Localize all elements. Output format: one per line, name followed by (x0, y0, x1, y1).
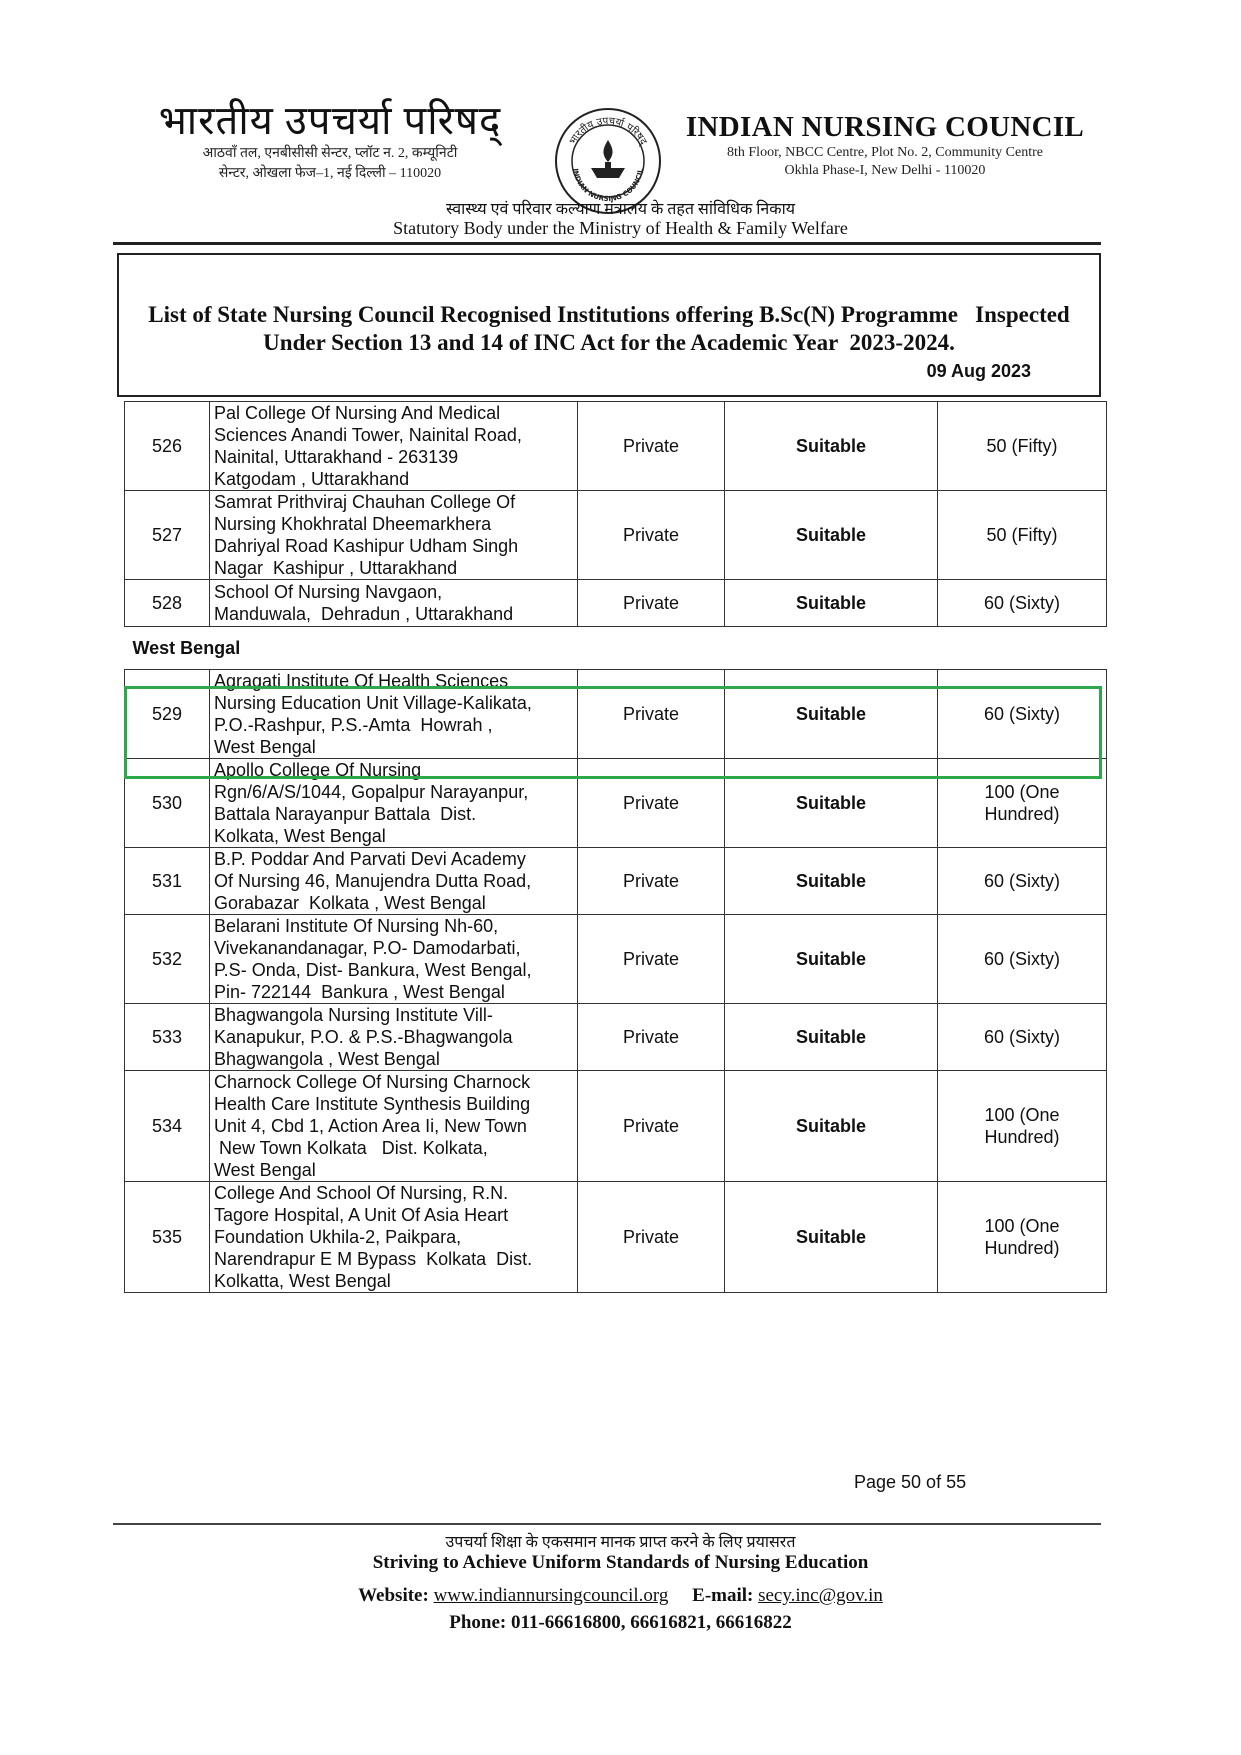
inspection-status-cell: Suitable (725, 915, 938, 1004)
institution-name-cell (210, 670, 578, 759)
table-row (125, 580, 1107, 627)
institution-name-line: Unit 4, Cbd 1, Action Area Ii, New Town (214, 1116, 527, 1136)
seats-cell (938, 759, 1107, 848)
seats-line: 60 (Sixty) (983, 593, 1061, 613)
seats-cell (938, 848, 1107, 915)
institution-name-line: Kolkatta, West Bengal (214, 1271, 391, 1291)
institution-name-line: West Bengal (214, 737, 316, 757)
institution-name-cell (210, 1004, 578, 1071)
institution-name-line: Samrat Prithviraj Chauhan College Of (214, 492, 516, 512)
email-label: E-mail: (692, 1585, 754, 1606)
management-type-cell: Private (578, 848, 725, 915)
document-title-line2: Under Section 13 and 14 of INC Act for the Academic Year 2023-2024. (263, 330, 955, 355)
inspection-status-cell: Suitable (725, 1182, 938, 1293)
document-date: 09 Aug 2023 (926, 361, 1031, 381)
institution-name-cell (210, 759, 578, 848)
institution-name-line: Pal College Of Nursing And Medical (214, 403, 501, 423)
hindi-tagline: स्वास्थ्य एवं परिवार कल्याण मंत्रालय के तहत सांविधिक निकाय (445, 201, 796, 218)
state-heading-group (125, 627, 1107, 670)
serial-number-cell: 534 (125, 1071, 210, 1182)
institution-name-line: New Town Kolkata Dist. Kolkata, (214, 1138, 488, 1158)
footer-hindi-motto: उपचर्या शिक्षा के एकसमान मानक प्राप्त करने के लिए प्रयासरत (445, 1534, 796, 1551)
inspection-status-cell: Suitable (725, 1071, 938, 1182)
institution-name-line: Sciences Anandi Tower, Nainital Road, (214, 425, 522, 445)
serial-number-cell: 528 (125, 580, 210, 627)
inspection-status-cell: Suitable (725, 402, 938, 491)
document-title-box (117, 253, 1101, 397)
serial-number-cell: 529 (125, 670, 210, 759)
institution-name-line: Pin- 722144 Bankura , West Bengal (214, 982, 505, 1002)
institution-name-line: Manduwala, Dehradun , Uttarakhand (214, 604, 514, 624)
institution-name-line: Agragati Institute Of Health Sciences (214, 671, 509, 691)
serial-number-cell: 531 (125, 848, 210, 915)
inspection-status-cell: Suitable (725, 491, 938, 580)
table-row (125, 759, 1107, 848)
state-heading-row (125, 627, 1107, 670)
seats-line: 100 (One (984, 782, 1060, 802)
seats-cell (938, 915, 1107, 1004)
institution-name-line: Vivekanandanagar, P.O- Damodarbati, (214, 938, 521, 958)
institution-name-cell (210, 915, 578, 1004)
seats-line: 100 (One (984, 1105, 1060, 1125)
seats-line: 60 (Sixty) (983, 704, 1061, 724)
institution-name-line: School Of Nursing Navgaon, (214, 582, 443, 602)
header-divider (113, 242, 1101, 245)
institution-name-cell (210, 1182, 578, 1293)
english-address-line1: 8th Floor, NBCC Centre, Plot No. 2, Community Centre (727, 145, 1043, 160)
footer-divider (113, 1523, 1101, 1525)
institution-name-line: P.O.-Rashpur, P.S.-Amta Howrah , (214, 715, 493, 735)
seats-line: Hundred) (984, 804, 1060, 824)
english-org-name: INDIAN NURSING COUNCIL (685, 111, 1085, 143)
serial-number-cell: 527 (125, 491, 210, 580)
hindi-address-line2: सेन्टर, ओखला फेज–1, नई दिल्ली – 110020 (218, 166, 442, 181)
document-title (119, 301, 1099, 357)
institution-name-line: Nagar Kashipur , Uttarakhand (214, 558, 458, 578)
institution-name-line: Kolkata, West Bengal (214, 826, 386, 846)
seats-cell (938, 491, 1107, 580)
state-heading-spacer (578, 627, 1107, 670)
seats-line: 50 (Fifty) (986, 436, 1058, 456)
institution-name-cell (210, 580, 578, 627)
institution-name-line: Charnock College Of Nursing Charnock (214, 1072, 531, 1092)
english-letterhead (670, 110, 1100, 180)
management-type-cell: Private (578, 1004, 725, 1071)
seats-line: 60 (Sixty) (983, 871, 1061, 891)
management-type-cell: Private (578, 580, 725, 627)
institution-name-cell (210, 491, 578, 580)
table-group-uttarakhand (125, 402, 1107, 627)
institution-name-line: Nursing Education Unit Village-Kalikata, (214, 693, 532, 713)
management-type-cell: Private (578, 915, 725, 1004)
institution-name-line: Health Care Institute Synthesis Building (214, 1094, 531, 1114)
institution-name-cell (210, 1071, 578, 1182)
serial-number-cell: 532 (125, 915, 210, 1004)
seats-line: Hundred) (984, 1238, 1060, 1258)
seats-line: 60 (Sixty) (983, 949, 1061, 969)
institution-name-line: Battala Narayanpur Battala Dist. (214, 804, 477, 824)
management-type-cell: Private (578, 1071, 725, 1182)
page-number: Page 50 of 55 (854, 1472, 967, 1492)
footer-english-motto: Striving to Achieve Uniform Standards of Nursing Education (372, 1552, 869, 1573)
institution-name-line: Dahriyal Road Kashipur Udham Singh (214, 536, 519, 556)
footer-phone: Phone: 011-66616800, 66616821, 66616822 (449, 1612, 792, 1633)
seats-cell (938, 670, 1107, 759)
footer-contact (0, 1585, 1241, 1607)
institutions-table (124, 401, 1107, 1293)
serial-number-cell: 535 (125, 1182, 210, 1293)
institution-name-line: Nursing Khokhratal Dheemarkhera (214, 514, 492, 534)
table-row (125, 1182, 1107, 1293)
institution-name-line: Nainital, Uttarakhand - 263139 (214, 447, 459, 467)
hindi-address-line1: आठवाँ तल, एनबीसीसी सेन्टर, प्लॉट न. 2, कम्यूनिटी (202, 146, 458, 161)
inspection-status-cell: Suitable (725, 580, 938, 627)
institution-name-line: Rgn/6/A/S/1044, Gopalpur Narayanpur, (214, 782, 529, 802)
inspection-status-cell: Suitable (725, 759, 938, 848)
table-group-west-bengal (125, 670, 1107, 1293)
management-type-cell: Private (578, 491, 725, 580)
table-row (125, 915, 1107, 1004)
seats-line: 100 (One (984, 1216, 1060, 1236)
seats-cell (938, 1004, 1107, 1071)
table-row (125, 1071, 1107, 1182)
website-label: Website: (358, 1585, 429, 1606)
seats-cell (938, 580, 1107, 627)
institution-name-line: Katgodam , Uttarakhand (214, 469, 410, 489)
serial-number-cell: 533 (125, 1004, 210, 1071)
hindi-org-name: भारतीय उपचर्या परिषद् (158, 98, 502, 143)
inspection-status-cell: Suitable (725, 670, 938, 759)
table-row (125, 848, 1107, 915)
institution-name-line: Tagore Hospital, A Unit Of Asia Heart (214, 1205, 509, 1225)
institution-name-line: Of Nursing 46, Manujendra Dutta Road, (214, 871, 532, 891)
seats-cell (938, 1071, 1107, 1182)
table-row (125, 491, 1107, 580)
website-link[interactable]: www.indiannursingcouncil.org (433, 1585, 669, 1606)
institution-name-cell (210, 848, 578, 915)
document-title-line1: List of State Nursing Council Recognised Institutions offering B.Sc(N) Programme Inspected (148, 302, 1070, 327)
institution-name-line: Bhagwangola , West Bengal (214, 1049, 440, 1069)
inspection-status-cell: Suitable (725, 848, 938, 915)
institution-name-line: Bhagwangola Nursing Institute Vill- (214, 1005, 493, 1025)
logo-text-bottom: INDIAN NURSING COUNCIL (571, 167, 645, 204)
english-tagline: Statutory Body under the Ministry of Health & Family Welfare (393, 218, 848, 238)
seats-line: 50 (Fifty) (986, 525, 1058, 545)
institution-name-line: Foundation Ukhila-2, Paikpara, (214, 1227, 462, 1247)
institution-name-line: B.P. Poddar And Parvati Devi Academy (214, 849, 526, 869)
management-type-cell: Private (578, 670, 725, 759)
state-heading: West Bengal (125, 627, 578, 670)
institution-name-line: Narendrapur E M Bypass Kolkata Dist. (214, 1249, 533, 1269)
seats-line: Hundred) (984, 1127, 1060, 1147)
management-type-cell: Private (578, 759, 725, 848)
institution-name-line: P.S- Onda, Dist- Bankura, West Bengal, (214, 960, 532, 980)
institution-name-line: West Bengal (214, 1160, 316, 1180)
email-link[interactable]: secy.inc@gov.in (758, 1585, 883, 1606)
institution-name-line: Gorabazar Kolkata , West Bengal (214, 893, 486, 913)
seats-cell (938, 1182, 1107, 1293)
logo-text-top: भारतीय उपचर्या परिषद् (567, 115, 649, 147)
management-type-cell: Private (578, 1182, 725, 1293)
institution-name-cell (210, 402, 578, 491)
table-row (125, 670, 1107, 759)
hindi-letterhead (140, 98, 520, 184)
table-row (125, 402, 1107, 491)
institution-name-line: Kanapukur, P.O. & P.S.-Bhagwangola (214, 1027, 513, 1047)
institution-name-line: College And School Of Nursing, R.N. (214, 1183, 509, 1203)
seats-line: 60 (Sixty) (983, 1027, 1061, 1047)
serial-number-cell: 526 (125, 402, 210, 491)
institution-name-line: Apollo College Of Nursing (214, 760, 422, 780)
english-address-line2: Okhla Phase-I, New Delhi - 110020 (784, 163, 986, 178)
institution-name-line: Belarani Institute Of Nursing Nh-60, (214, 916, 499, 936)
serial-number-cell: 530 (125, 759, 210, 848)
management-type-cell: Private (578, 402, 725, 491)
seats-cell (938, 402, 1107, 491)
table-row (125, 1004, 1107, 1071)
inspection-status-cell: Suitable (725, 1004, 938, 1071)
